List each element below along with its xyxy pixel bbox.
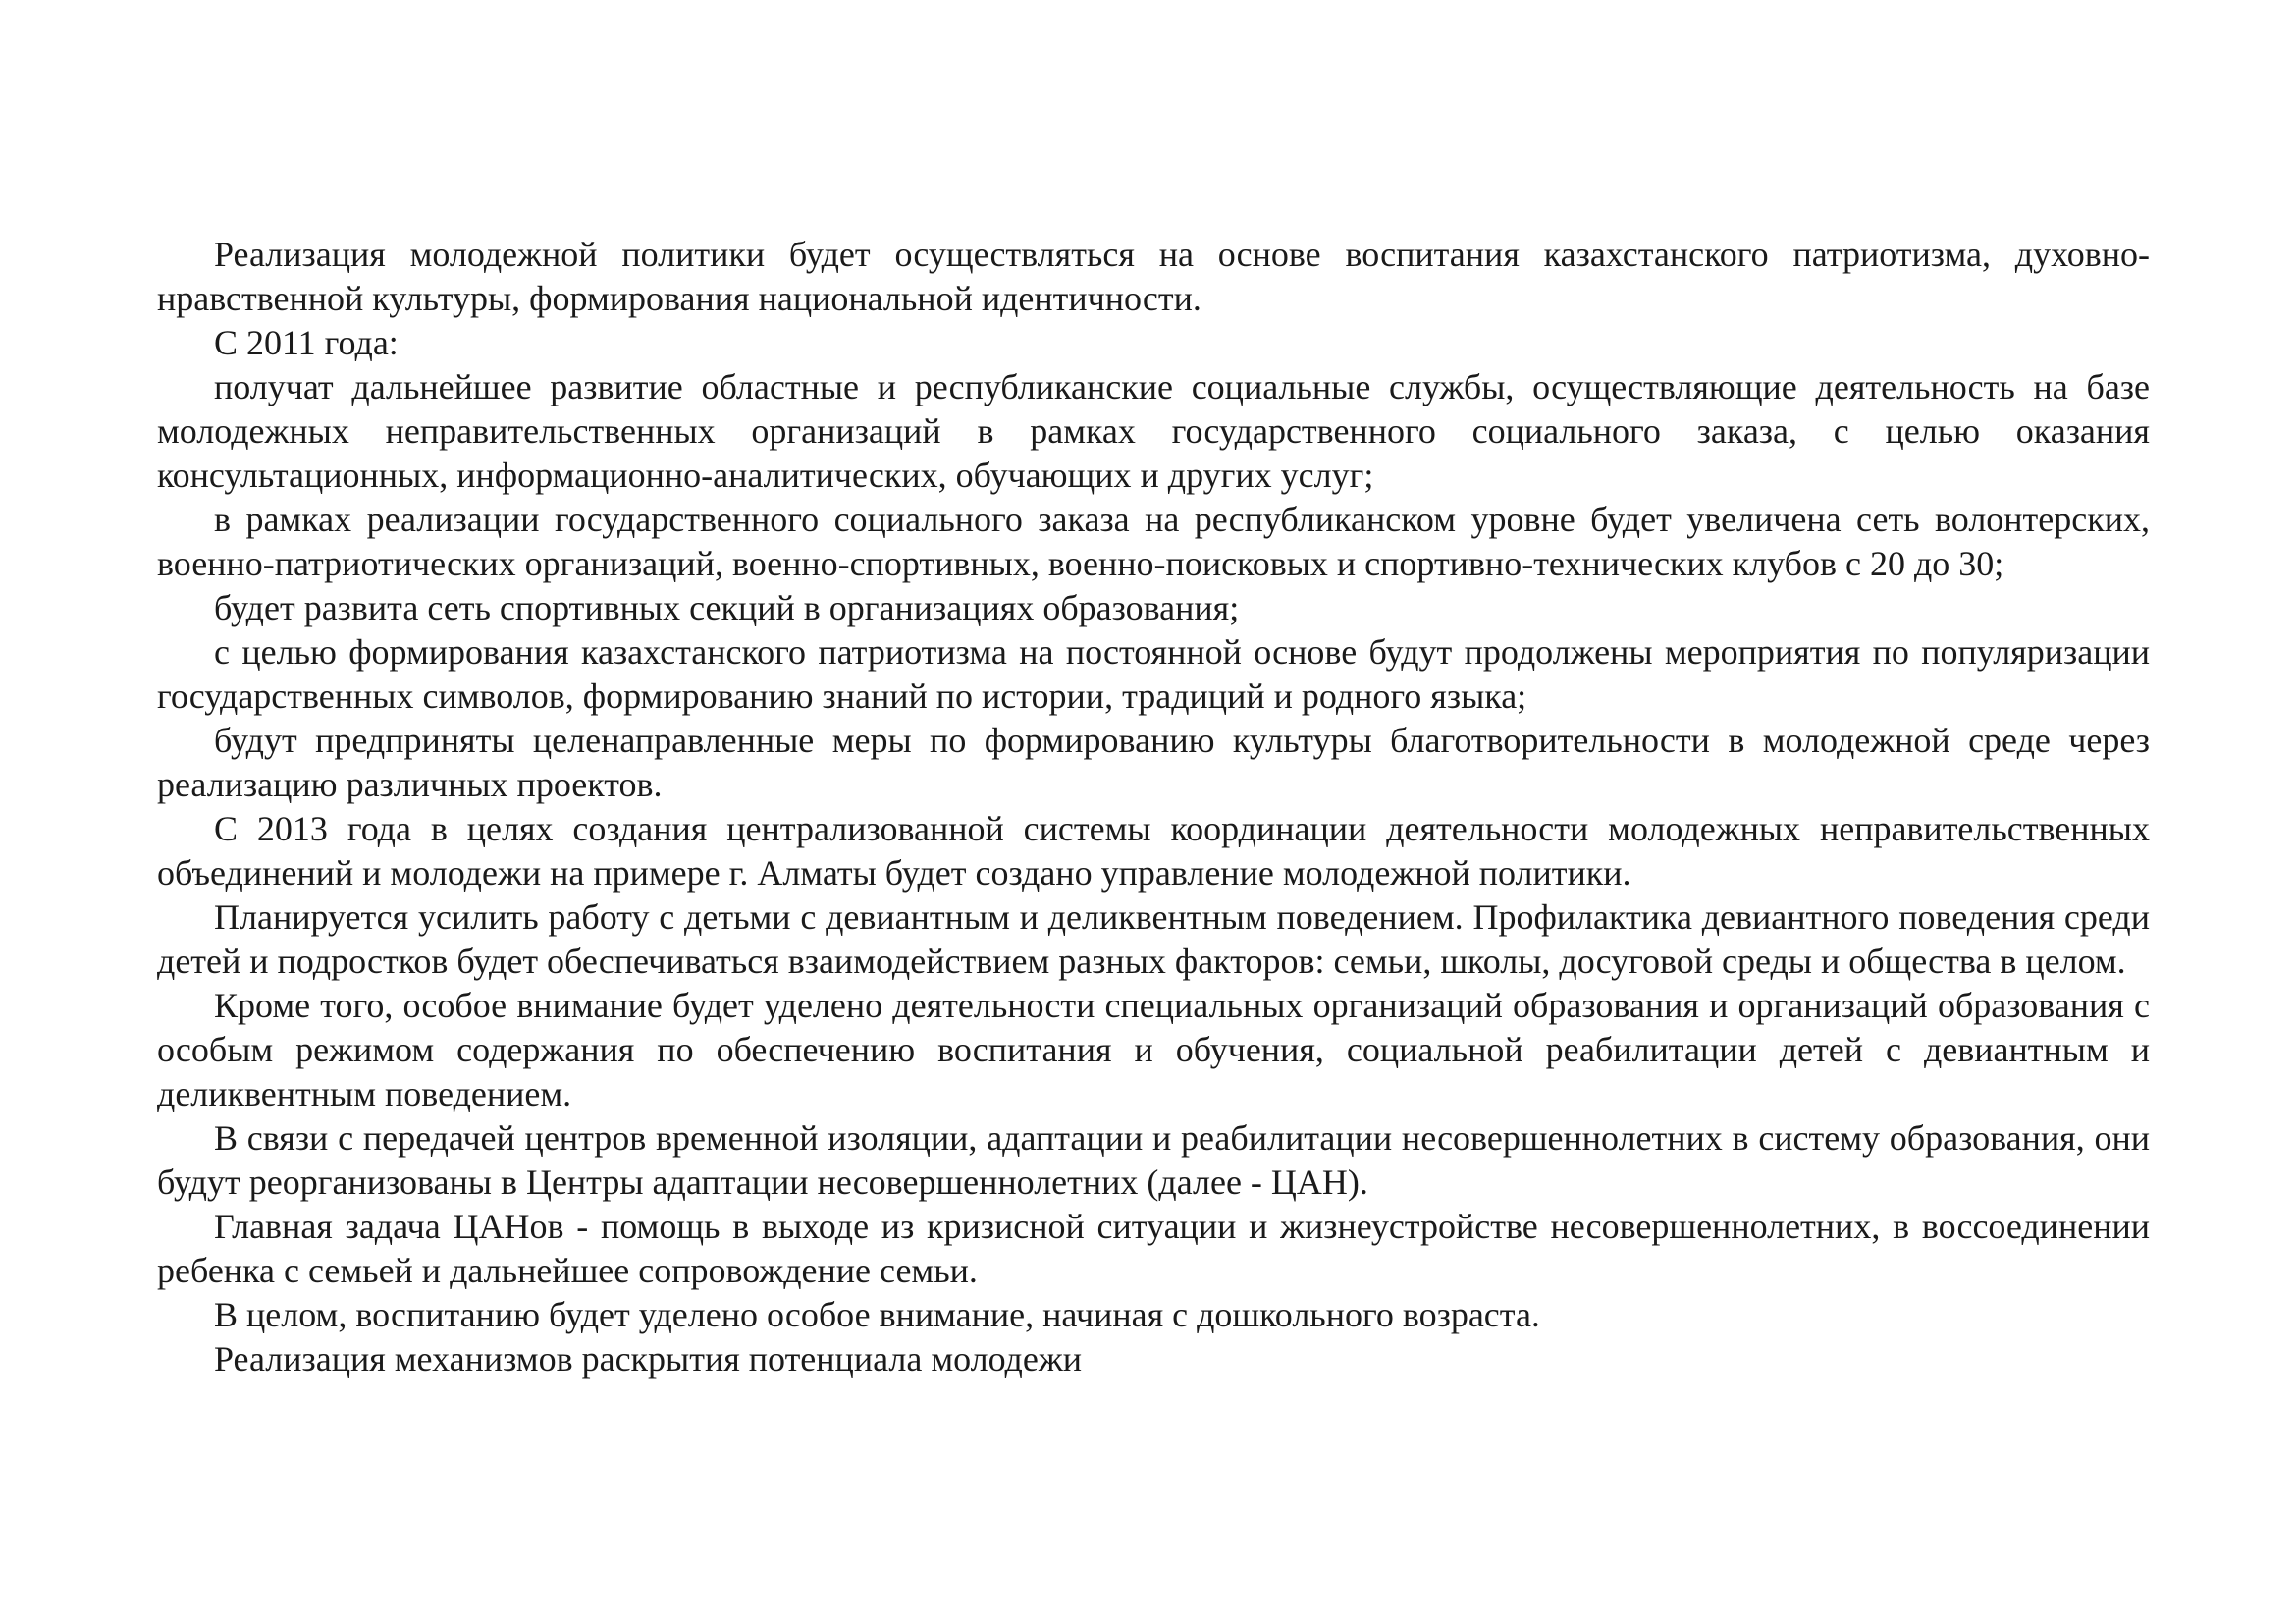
paragraph: в рамках реализации государственного социального заказа на республиканском уровне будет увеличена сеть волонтерских, военно-патриотических организаций, военно-спортивных, военно-поисковых и спортивно-технических клубов с 20 до 30;: [157, 500, 2150, 583]
paragraph: С 2013 года в целях создания централизованной системы координации деятельности молодежных неправительственных объединений и молодежи на примере г. Алматы будет создано управление молодежной политики.: [157, 809, 2150, 893]
paragraph: Реализация молодежной политики будет осуществляться на основе воспитания казахстанского патриотизма, духовно-нравственной культуры, формирования национальной идентичности.: [157, 235, 2150, 318]
paragraph: будут предприняты целенаправленные меры по формированию культуры благотворительности в молодежной среде через реализацию различных проектов.: [157, 721, 2150, 804]
paragraph: Реализация механизмов раскрытия потенциала молодежи: [214, 1339, 1082, 1379]
paragraph: Планируется усилить работу с детьми с девиантным и деликвентным поведением. Профилактика девиантного поведения среди детей и подростков будет обеспечиваться взаимодействием разных факторов: семьи, школы, досуговой среды и общества в целом.: [157, 897, 2150, 981]
paragraph: получат дальнейшее развитие областные и республиканские социальные службы, осуществляющие деятельность на базе молодежных неправительственных организаций в рамках государственного социального заказа, с целью оказания консультационных, информационно-аналитических, обучающих и других услуг;: [157, 367, 2150, 495]
paragraph: В связи с передачей центров временной изоляции, адаптации и реабилитации несовершеннолетних в систему образования, они будут реорганизованы в Центры адаптации несовершеннолетних (далее - ЦАН).: [157, 1118, 2150, 1202]
paragraph: будет развита сеть спортивных секций в организациях образования;: [214, 588, 1240, 627]
paragraph: Кроме того, особое внимание будет уделено деятельности специальных организаций образования и организаций образования с особым режимом содержания по обеспечению воспитания и обучения, социальной реабилитации детей с девиантным и деликвентным поведением.: [157, 986, 2150, 1113]
paragraph: В целом, воспитанию будет уделено особое внимание, начиная с дошкольного возраста.: [214, 1295, 1540, 1334]
paragraph: Главная задача ЦАНов - помощь в выходе из кризисной ситуации и жизнеустройстве несовершеннолетних, в воссоединении ребенка с семьей и дальнейшее сопровождение семьи.: [157, 1207, 2150, 1290]
document-body: [157, 233, 2150, 1381]
paragraph: с целью формирования казахстанского патриотизма на постоянной основе будут продолжены мероприятия по популяризации государственных символов, формированию знаний по истории, традиций и родного языка;: [157, 632, 2150, 716]
paragraph: С 2011 года:: [214, 323, 399, 362]
